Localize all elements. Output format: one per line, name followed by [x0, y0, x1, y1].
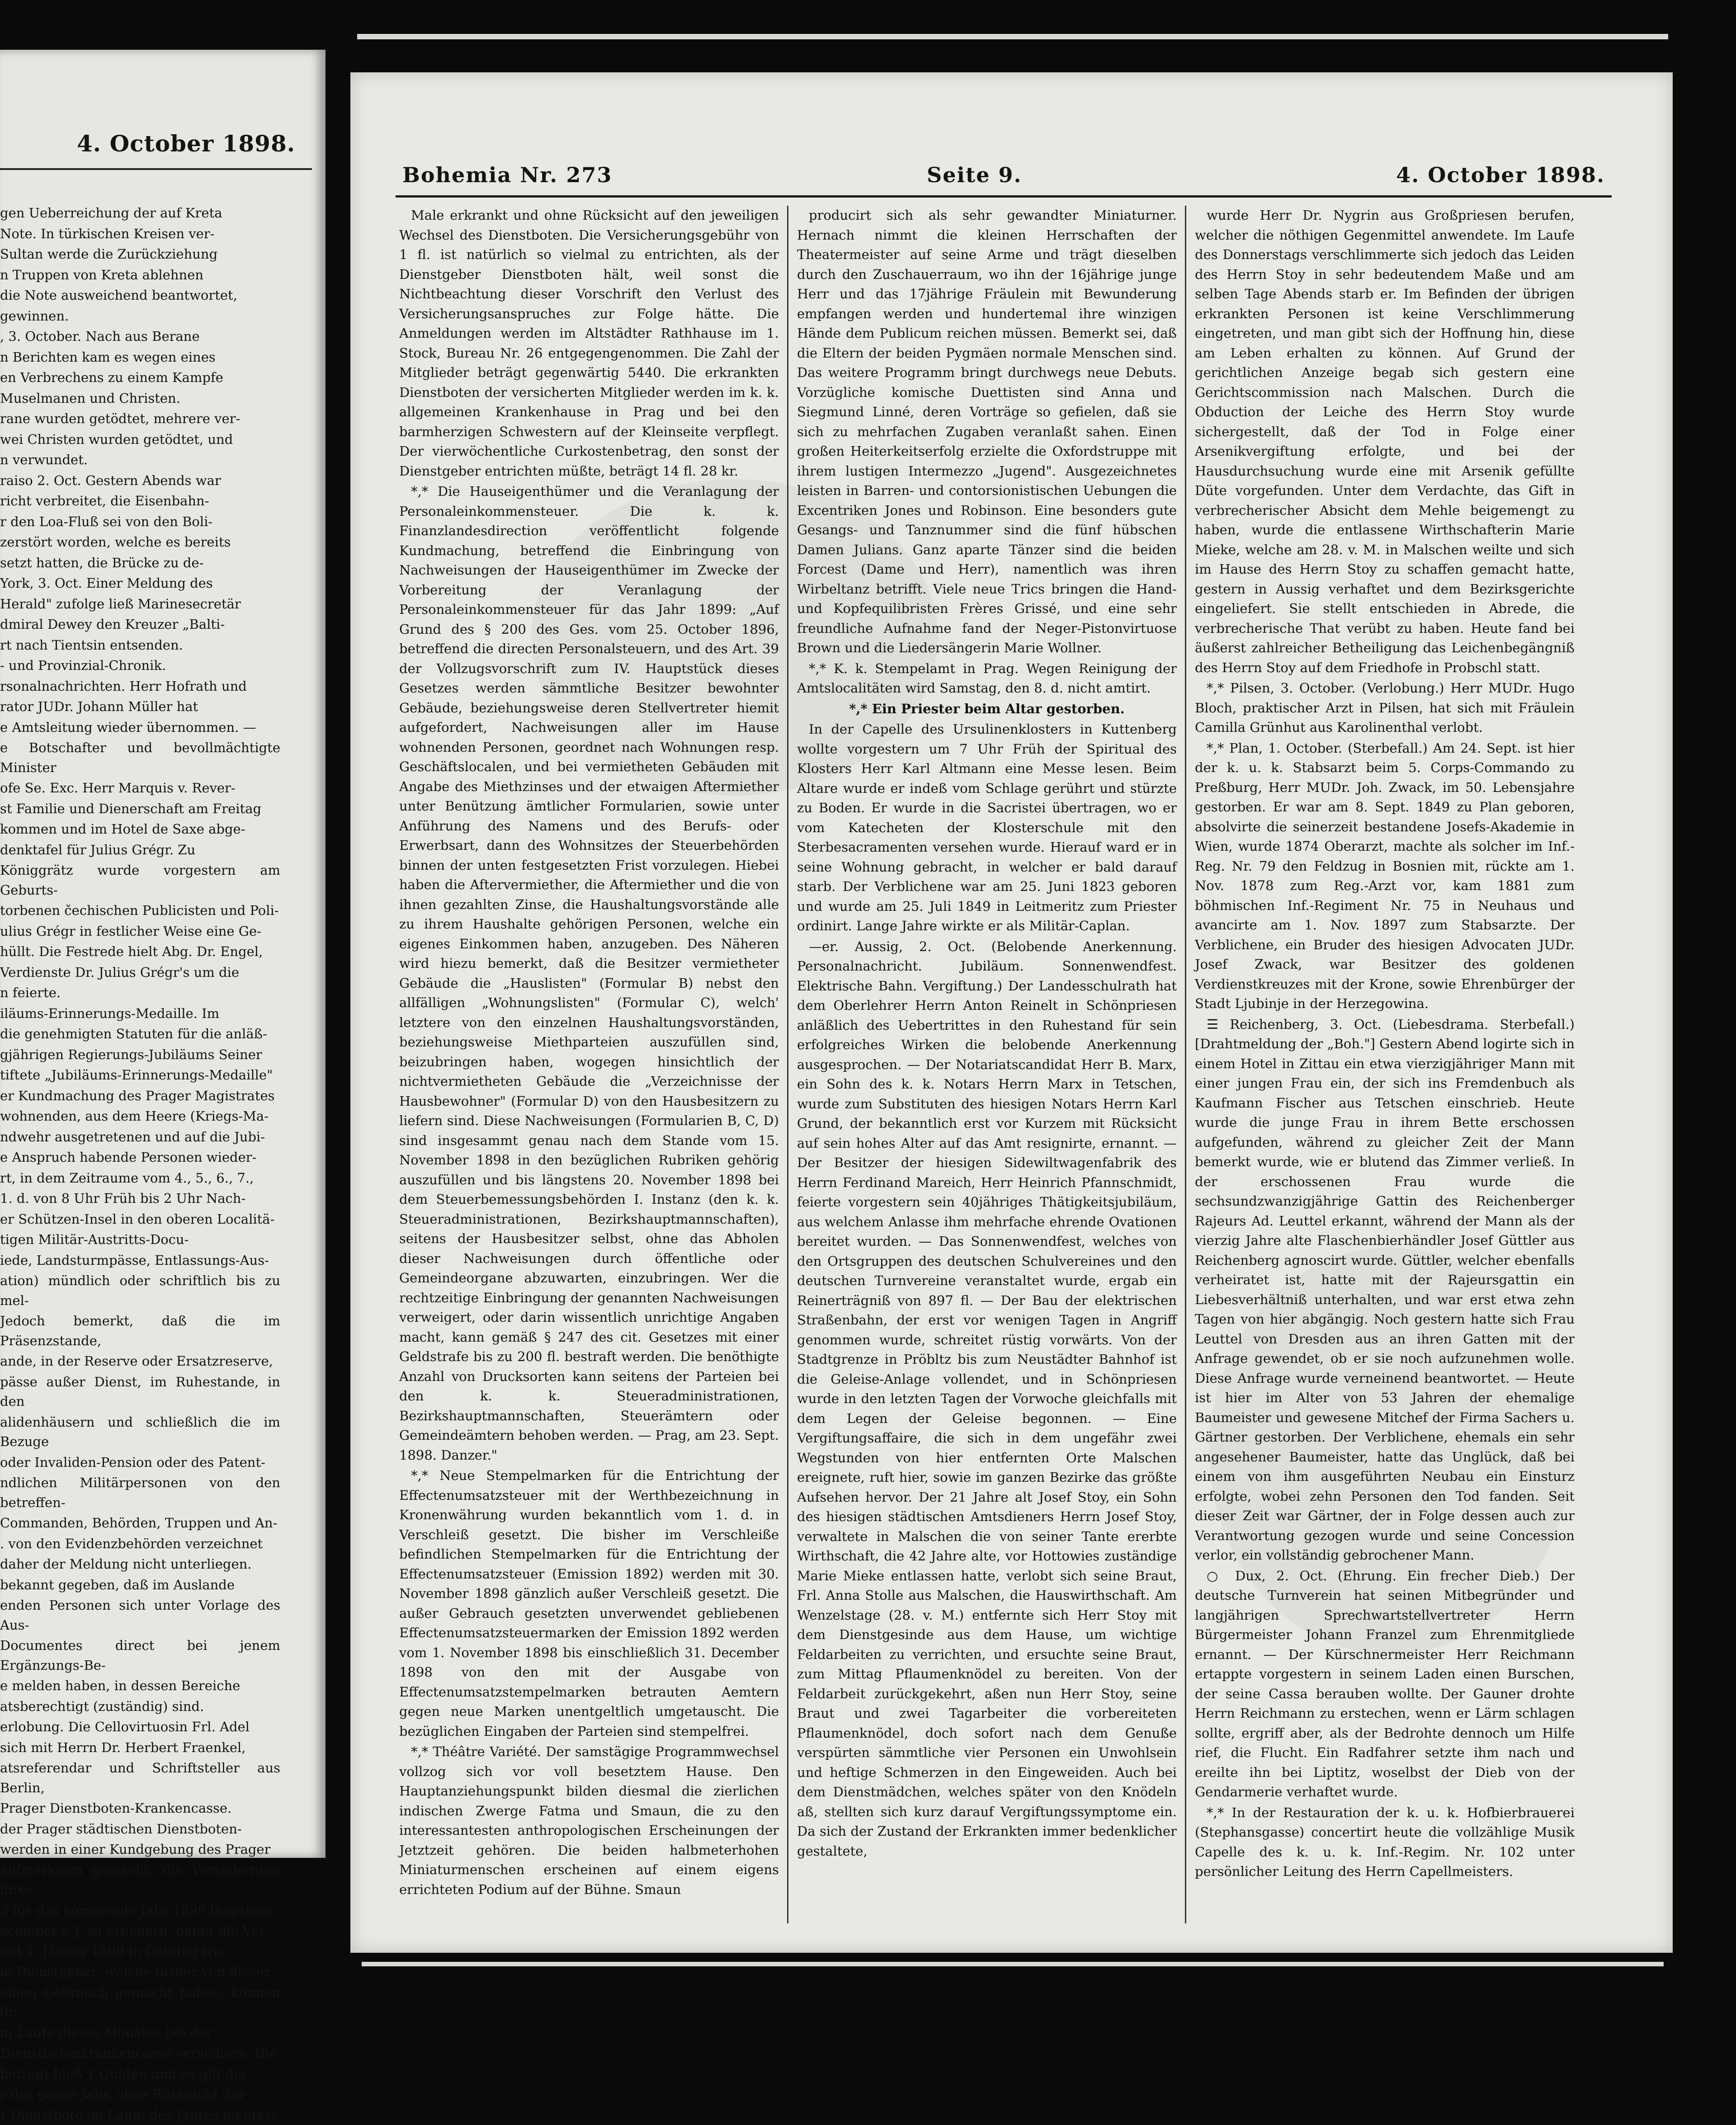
left-page-line: ande, in der Reserve oder Ersatzreserve, [0, 1352, 280, 1371]
left-page-line: werden in einer Kundgebung des Prager [0, 1840, 280, 1860]
left-page-line: enden Personen sich unter Vorlage des Aus- [0, 1596, 280, 1635]
article-paragraph: *,* Ein Priester beim Altar gestorben. [797, 699, 1177, 719]
left-page-line: rator JUDr. Johann Müller hat [0, 697, 280, 717]
article-paragraph: *,* Neue Stempelmarken für die Entrichtung der Effectenumsatzsteuer mit der Werthbezeichnung in Kronenwährung wurden bekanntlich vom 1. d. in Verschleiß gesetzt. Die bisher im Verschleiße befindlichen Stempelmarken für die Entrichtung der Effectenumsatzsteuer (Emission 1892) werden mit 30. November 1898 gänzlich außer Verschleiß gesetzt. Die außer Gebrauch gesetzten unverwendet gebliebenen Effectenumsatzsteuermarken der Emission 1892 werden vom 1. November 1898 bis einschließlich 31. December 1898 von den mit der Ausgabe von Effectenumsatzstempelmarken betrauten Aemtern gegen neue Marken unentgeltlich umgetauscht. Die bezüglichen Eingaben der Parteien sind stempelfrei. [399, 1466, 779, 1741]
left-page-line: e Botschafter und bevollmächtigte Minister [0, 738, 280, 777]
left-page-line: iläums-Erinnerungs-Medaille. Im [0, 1004, 280, 1024]
page-header [402, 163, 1605, 194]
left-page-line: m Laufe dieses Monates bei der [0, 2023, 280, 2043]
article-paragraph: wurde Herr Dr. Nygrin aus Großpriesen berufen, welcher die nöthigen Gegenmittel anwendete. Im Laufe des Donnerstags verschlimmerte sich jedoch das Leiden des Herrn Stoy in sehr bedeutendem Maße und am selben Tage Abends starb er. Im Befinden der übrigen erkrankten Personen ist keine Verschlimmerung eingetreten, und man gibt sich der Hoffnung hin, diese am Leben erhalten zu können. Auf Grund der gerichtlichen Anzeige begab sich gestern eine Gerichtscommission nach Malschen. Durch die Obduction der Leiche des Herrn Stoy wurde sichergestellt, daß der Tod in Folge einer Arsenikvergiftung erfolgte, und bei der Hausdurchsuchung wurde eine mit Arsenik gefüllte Düte vorgefunden. Unter dem Verdachte, das Gift in verbrecherischer Absicht dem Mehle beigemengt zu haben, wurde die entlassene Wirthschafterin Marie Mieke, welche am 28. v. M. in Malschen weilte und sich im Hause des Herrn Stoy zu schaffen gemacht hatte, gestern in Aussig verhaftet und dem Bezirksgerichte eingeliefert. Sie stellt entschieden in Abrede, die verbrecherische That verübt zu haben. Heute fand bei äußerst zahlreicher Betheiligung das Leichenbegängniß des Herrn Stoy auf dem Friedhofe in Probschl statt. [1195, 206, 1575, 678]
paper-title: Bohemia Nr. 273 [402, 163, 612, 187]
left-page-line: ndlichen Militärpersonen von den betreffen- [0, 1473, 280, 1512]
article-column-3 [1195, 206, 1575, 1932]
left-page-line: daher der Meldung nicht unterliegen. [0, 1555, 280, 1574]
left-page-line: - und Provinzial-Chronik. [0, 656, 280, 676]
article-paragraph: *,* Pilsen, 3. October. (Verlobung.) Herr MUDr. Hugo Bloch, praktischer Arzt in Pilsen, hat sich mit Fräulein Camilla Grünhut aus Karolinenthal verlobt. [1195, 678, 1575, 738]
left-page-line: Commanden, Behörden, Truppen und An- [0, 1513, 280, 1533]
left-page-line: beträgt bloß 1 Gulden und es gilt die [0, 2064, 280, 2084]
left-page-line: zerstört worden, welche es bereits [0, 532, 280, 552]
left-page-line: ie Dienstgeber, welche bisher von dieser [0, 1962, 280, 1982]
left-page-rule [0, 168, 312, 170]
column-divider [787, 206, 788, 1923]
article-column-2 [797, 206, 1177, 1932]
left-page-line: rsonalnachrichten. Herr Hofrath und [0, 677, 280, 697]
left-page-line: n feierte. [0, 983, 280, 1003]
left-page-line: denktafel für Julius Grégr. Zu [0, 840, 280, 860]
left-page-line: richt verbreitet, die Eisenbahn- [0, 491, 280, 511]
left-page-line: aufmerksam gemacht, die Versicherung ihres [0, 1861, 280, 1900]
left-page-line: ulius Grégr in festlicher Weise eine Ge- [0, 922, 280, 942]
left-page-line: oder Invaliden-Pension oder des Patent- [0, 1453, 280, 1473]
left-page-line: einen Gebrauch gemacht haben, können ihr [0, 1983, 280, 2022]
left-page-date: 4. October 1898. [77, 130, 295, 157]
left-page-line: er Kundmachung des Prager Magistrates [0, 1086, 280, 1106]
article-paragraph: —er. Aussig, 2. Oct. (Belobende Anerkennung. Personalnachricht. Jubiläum. Sonnenwendfest. Elektrische Bahn. Vergiftung.) Der Landesschulrath hat dem Oberlehrer Herrn Anton Reinelt in Schönpriesen anläßlich des Uebertrittes in den Ruhestand für sein erfolgreiches Wirken die belobende Anerkennung ausgesprochen. — Der Notariatscandidat Herr B. Marx, ein Sohn des k. k. Notars Herrn Marx in Tetschen, wurde zum Substituten des hiesigen Notars Herrn Karl Grund, der bekanntlich erst vor Kurzem mit Rücksicht auf sein hohes Alter auf das Amt resignirte, ernannt. — Der Besitzer der hiesigen Sidewiltwagenfabrik des Herrn Ferdinand Mareich, Herr Heinrich Pfannschmidt, feierte vorgestern sein 40jähriges Thätigkeitsjubiläum, aus welchem Anlasse ihm mehrfache ehrende Ovationen bereitet wurden. — Das Sonnenwendfest, welches von den Ortsgruppen des deutschen Schulvereines und den deutschen Turnvereine veranstaltet wurde, ergab ein Reinerträgniß von 897 fl. — Der Bau der elektrischen Straßenbahn, der erst vor wenigen Tagen in Angriff genommen wurde, schreitet rüstig vorwärts. Von der Stadtgrenze in Pröbltz bis zum Neustädter Bahnhof ist die Geleise-Anlage vollendet, und in Schönpriesen wurde in den letzten Tagen der Vorwoche gleichfalls mit dem Legen der Geleise begonnen. — Eine Vergiftungsaffaire, die sich in dem ungefähr zwei Wegstunden von hier entfernten Orte Malschen ereignete, ruft hier, sowie im ganzen Bezirke das größte Aufsehen hervor. Der 21 Jahre alt Josef Stoy, ein Sohn des hiesigen städtischen Amtsdieners Herrn Josef Stoy, verwaltete in Malschen die von seiner Tante ererbte Wirthschaft, die 42 Jahre alte, vor Hottowies zuständige Marie Mieke entlassen hatte, verlobt sich seine Braut, Frl. Anna Stolle aus Malschen, die Hauswirthschaft. Am Wenzelstage (28. v. M.) entfernte sich Herr Stoy mit dem Dienstgesinde aus dem Hause, um wichtige Feldarbeiten zu verrichten, und ersuchte seine Braut, zum Mittag Pflaumenknödel zu bereiten. Von der Feldarbeit zurückgekehrt, aßen nun Herr Stoy, seine Braut und zwei Tagarbeiter die vorbereiteten Pflaumenknödel, doch sofort nach dem Genuße verspürten sämmtliche vier Personen ein Unwohlsein und heftige Schmerzen in den Eingeweiden. Auch bei dem Dienstmädchen, welches später von den Knödeln aß, stellten sich kurz darauf Vergiftungssymptome ein. Da sich der Zustand der Erkrankten immer bedenklicher gestaltete, [797, 937, 1177, 1861]
article-paragraph: *,* In der Restauration der k. u. k. Hofbierbrauerei (Stephansgasse) concertirt heute die vollzählige Musik Capelle des k. u. k. Inf.-Regim. Nr. 102 unter persönlicher Leitung des Herrn Capellmeisters. [1195, 1803, 1575, 1882]
previous-page [0, 50, 326, 1858]
left-page-line: mit 1. Jänner 1899 in Geltung tre- [0, 1942, 280, 1962]
left-page-line: sich mit Herrn Dr. Herbert Fraenkel, [0, 1738, 280, 1758]
article-paragraph: *,* Théâtre Variété. Der samstägige Programmwechsel vollzog sich vor voll besetztem Hause. Den Hauptanziehungspunkt bilden diesmal die zierlichen indischen Zwerge Fatma und Smaun, die zu den interessantesten anthropologischen Erscheinungen der Jetztzeit gehören. Die beiden halbmeterhohen Miniaturmenschen erscheinen auf einem eigens errichteten Podium auf der Bühne. Smaun [399, 1742, 779, 1899]
left-page-line: Königgrätz wurde vorgestern am Geburts- [0, 861, 280, 900]
left-page-line: 1. d. von 8 Uhr Früh bis 2 Uhr Nach- [0, 1189, 280, 1209]
left-page-line: Prager Dienstboten-Krankencasse. [0, 1799, 280, 1819]
left-page-line: Jedoch bemerkt, daß die im Präsenzstande, [0, 1311, 280, 1351]
left-page-line: alidenhäusern und schließlich die im Bezuge [0, 1413, 280, 1452]
left-page-line: er Schützen-Insel in den oberen Localitä- [0, 1210, 280, 1230]
left-page-line: gen Ueberreichung der auf Kreta [0, 203, 280, 223]
article-paragraph: ☰ Reichenberg, 3. Oct. (Liebesdrama. Sterbefall.) [Drahtmeldung der „Boh."] Gestern Abend logirte sich in einem Hotel in Zittau ein etwa vierzigjähriger Mann mit einer jungen Frau ein, der sich ins Fremdenbuch als Kaufmann Fischer aus Tetschen einschrieb. Heute wurde die junge Frau in ihrem Bette erschossen aufgefunden, während zu gleicher Zeit der Mann bemerkt wurde, wie er blutend das Zimmer verließ. In der erschossenen Frau wurde die sechsundzwanzigjährige Gattin des Reichenberger Rajeurs Ad. Leuttel erkannt, während der Mann als der vierzig Jahre alte Flaschenbierhändler Josef Güttler aus Reichenberg agnoscirt wurde. Güttler, welcher ebenfalls verheiratet ist, hatte mit der Rajeursgattin ein Liebesverhältniß unterhalten, und war erst etwa zehn Tagen von hier abgängig. Noch gestern hatte sich Frau Leuttel von Dresden aus an ihren Gatten mit der Anfrage gewendet, ob er sie noch aufzunehmen wolle. Diese Anfrage wurde verneinend beantwortet. — Heute ist hier im Alter von 53 Jahren der ehemalige Baumeister und gewesene Mitchef der Firma Sachers u. Gärtner gestorben. Der Verblichene, ehemals ein sehr angesehener Baumeister, hatte das Unglück, daß bei einem von ihm ausgeführten Neubau ein Einsturz erfolgte, wobei zehn Personen den Tod fanden. Seit dieser Zeit war Gärtner, der in Folge dessen auch zur Verantwortung gezogen wurde und seine Concession verlor, ein vollständig gebrochener Mann. [1195, 1015, 1575, 1565]
page-number: Seite 9. [927, 163, 1022, 187]
left-page-line: r das ganze Jahr, ohne Rücksicht dar- [0, 2085, 280, 2105]
left-page-line: tigen Militär-Austritts-Docu- [0, 1230, 280, 1250]
left-page-line: , 3. October. Nach aus Berane [0, 327, 280, 347]
left-page-line: n Truppen von Kreta ablehnen [0, 265, 280, 285]
left-page-line: atsreferendar und Schriftsteller aus Berlin, [0, 1758, 280, 1798]
left-page-line: erlobung. Die Cellovirtuosin Frl. Adel [0, 1717, 280, 1737]
left-page-line: tiftete „Jubiläums-Erinnerungs-Medaille" [0, 1065, 280, 1085]
article-paragraph: Male erkrankt und ohne Rücksicht auf den jeweiligen Wechsel des Dienstboten. Die Versicherungsgebühr von 1 fl. ist natürlich so vielmal zu entrichten, als der Dienstgeber Dienstboten hält, weil sonst die Nichtbeachtung dieser Vorschrift den Verlust des Versicherungsanspruches zur Folge hätte. Die Anmeldungen werden im Altstädter Rathhause im 1. Stock, Bureau Nr. 26 entgegengenommen. Die Zahl der Mitglieder beträgt gegenwärtig 5440. Die erkrankten Dienstboten der versicherten Mitglieder werden im k. k. allgemeinen Krankenhause in Prag und bei den barmherzigen Schwestern auf der Kleinseite verpflegt. Der vierwöchentliche Curkostenbetrag, den sonst der Dienstgeber entrichten müßte, beträgt 14 fl. 28 kr. [399, 206, 779, 481]
left-page-line: pässe außer Dienst, im Ruhestande, in den [0, 1372, 280, 1412]
left-page-column [0, 203, 280, 1885]
left-page-line: st Familie und Dienerschaft am Freitag [0, 799, 280, 819]
left-page-line: en Verbrechens zu einem Kampfe [0, 368, 280, 388]
left-page-line: Sultan werde die Zurückziehung [0, 245, 280, 264]
left-page-line: Documentes direct bei jenem Ergänzungs-Be- [0, 1636, 280, 1675]
left-page-line: gewinnen. [0, 306, 280, 326]
left-page-line: raiso 2. Oct. Gestern Abends war [0, 471, 280, 491]
left-page-line: der Prager städtischen Dienstboten- [0, 1819, 280, 1839]
left-page-line: torbenen čechischen Publicisten und Poli- [0, 901, 280, 921]
left-page-line: e melden haben, in dessen Bereiche [0, 1676, 280, 1696]
left-page-line: . von den Evidenzbehörden verzeichnet [0, 1534, 280, 1554]
article-paragraph: producirt sich als sehr gewandter Miniaturner. Hernach nimmt die kleinen Herrschaften der Theatermeister auf seine Arme und trägt dieselben durch den Zuschauerraum, wo ihn der 16jährige junge Herr und das 17jährige Fräulein mit Bewunderung empfangen werden und hundertemal ihre winzigen Hände dem Publicum reichen müssen. Bemerkt sei, daß die Eltern der beiden Pygmäen normale Menschen sind. Das weitere Programm bringt durchwegs neue Debuts. Vorzügliche komische Duettisten sind Anna und Siegmund Linné, deren Vorträge so gefielen, daß sie sich zu mehrfachen Zugaben veranlaßt sahen. Einen großen Heiterkeitserfolg erzielte die Oxfordstruppe mit ihrem lustigen Intermezzo „Jugend". Ausgezeichnetes leisten in Barren- und contorsionistischen Uebungen die Excentriken Jones und Robinson. Eine besonders gute Gesangs- und Tanznummer sind die fünf hübschen Damen Julians. Ganz aparte Tänzer sind die beiden Forcest (Dame und Herr), namentlich was ihren Wirbeltanz betrifft. Viele neue Trics bringen die Hand- und Kopfequilibristen Frères Grissé, und eine sehr freundliche Aufnahme fand der Neger-Pistonvirtuose Brown und die Liedersängerin Marie Wollner. [797, 206, 1177, 658]
left-page-line: r den Loa-Fluß sei von den Boli- [0, 512, 280, 532]
left-page-line: iede, Landsturmpässe, Entlassungs-Aus- [0, 1251, 280, 1271]
scan-edge-top [357, 34, 1668, 39]
column-divider [1185, 206, 1186, 1923]
left-page-line: York, 3. Oct. Einer Meldung des [0, 574, 280, 594]
left-page-line: Note. In türkischen Kreisen ver- [0, 224, 280, 244]
left-page-line: dmiral Dewey den Kreuzer „Balti- [0, 615, 280, 635]
article-column-1 [399, 206, 779, 1932]
left-page-line: gjährigen Regierungs-Jubiläums Seiner [0, 1045, 280, 1065]
article-paragraph: *,* Plan, 1. October. (Sterbefall.) Am 24. Sept. ist hier der k. u. k. Stabsarzt beim 5. Corps-Commando zu Preßburg, Herr MUDr. Joh. Zwack, im 50. Lebensjahre gestorben. Er war am 8. Sept. 1849 zu Plan geboren, absolvirte die seinerzeit bestandene Josefs-Akademie in Wien, wurde 1874 Oberarzt, machte als solcher im Inf.-Reg. Nr. 79 den Feldzug in Bosnien mit, rückte am 1. Nov. 1878 zum Reg.-Arzt vor, kam 1881 zum böhmischen Inf.-Regiment Nr. 75 in Neuhaus und avancirte am 1. Nov. 1897 zum Stabsarzte. Der Verblichene, ein Bruder des hiesigen Advocaten JUDr. Josef Zwack, war Besitzer des goldenen Verdienstkreuzes mit der Krone, sowie Ehrenbürger der Stadt Ljubinje in der Herzegowina. [1195, 739, 1575, 1014]
left-page-line: die Note ausweichend beantwortet, [0, 286, 280, 306]
issue-date: 4. October 1898. [1396, 163, 1605, 187]
left-page-line: atsberechtigt (zuständig) sind. [0, 1697, 280, 1717]
left-page-line: e Amtsleitung wieder übernommen. — [0, 718, 280, 738]
left-page-line: wohnenden, aus dem Heere (Kriegs-Ma- [0, 1107, 280, 1126]
left-page-line: rane wurden getödtet, mehrere ver- [0, 409, 280, 429]
left-page-line: Verdienste Dr. Julius Grégr's um die [0, 963, 280, 983]
left-page-line: hüllt. Die Festrede hielt Abg. Dr. Engel, [0, 942, 280, 962]
left-page-line: Dienstbotenkrankencasse versichern. Die [0, 2044, 280, 2064]
left-page-line: Herald" zufolge ließ Marinesecretär [0, 594, 280, 614]
left-page-line: Muselmanen und Christen. [0, 389, 280, 409]
left-page-line: ndwehr ausgetretenen und auf die Jubi- [0, 1127, 280, 1147]
scan-edge-bottom [362, 1962, 1664, 1966]
left-page-line: r Dienstbote im Laufe des Jahres mehrere [0, 2106, 280, 2125]
left-page-line: kommen und im Hotel de Saxe abge- [0, 820, 280, 839]
left-page-line: bekannt gegeben, daß im Auslande [0, 1575, 280, 1595]
left-page-line: rt nach Tientsin entsenden. [0, 636, 280, 655]
header-rule [396, 195, 1612, 198]
left-page-line: ecember l. J. zu erneuern, damit die Ver- [0, 1921, 280, 1941]
newspaper-page [350, 72, 1673, 1953]
left-page-line: 3 für das kommende Jahr 1899 längstens [0, 1901, 280, 1921]
article-paragraph: In der Capelle des Ursulinenklosters in Kuttenberg wollte vorgestern um 7 Uhr Früh der Spiritual des Klosters Herr Karl Altmann eine Messe lesen. Beim Altare wurde er indeß vom Schlage gerührt und stürzte zu Boden. Er wurde in die Sacristei übertragen, wo er vom Katecheten der Klosterschule mit den Sterbesacramenten versehen wurde. Hierauf ward er in seine Wohnung gebracht, in welcher er bald darauf starb. Der Verblichene war am 25. Juni 1823 geboren und wurde am 25. Juli 1849 in Leitmeritz zum Priester ordinirt. Lange Jahre wirkte er als Militär-Caplan. [797, 720, 1177, 936]
article-paragraph: ○ Dux, 2. Oct. (Ehrung. Ein frecher Dieb.) Der deutsche Turnverein hat seinen Mitbegründer und langjährigen Sprechwartstellvertreter Herrn Bürgermeister Johann Franzel zum Ehrenmitgliede ernannt. — Der Kürschnermeister Herr Reichmann ertappte vorgestern in seinem Laden einen Burschen, der seine Cassa berauben wollte. Der Gauner drohte Herrn Reichmann zu erstechen, wenn er Lärm schlagen sollte, ergriff aber, als der Bedrohte dennoch um Hilfe rief, die Flucht. Ein Radfahrer setzte ihm nach und ereilte ihn bei Liptitz, woselbst der Dieb von der Gendarmerie verhaftet wurde. [1195, 1566, 1575, 1802]
left-page-line: wei Christen wurden getödtet, und [0, 430, 280, 450]
left-page-line: n Berichten kam es wegen eines [0, 348, 280, 368]
left-page-line: rt, in dem Zeitraume vom 4., 5., 6., 7., [0, 1169, 280, 1188]
left-page-line: die genehmigten Statuten für die anläß- [0, 1024, 280, 1044]
left-page-line: n verwundet. [0, 450, 280, 470]
left-page-line: ation) mündlich oder schriftlich bis zu mel- [0, 1271, 280, 1310]
left-page-line: e Anspruch habende Personen wieder- [0, 1148, 280, 1168]
left-page-line: setzt hatten, die Brücke zu de- [0, 553, 280, 573]
article-paragraph: *,* K. k. Stempelamt in Prag. Wegen Reinigung der Amtslocalitäten wird Samstag, den 8. d. nicht amtirt. [797, 659, 1177, 698]
left-page-line: ofe Se. Exc. Herr Marquis v. Rever- [0, 778, 280, 798]
article-paragraph: *,* Die Hauseigenthümer und die Veranlagung der Personaleinkommensteuer. Die k. k. Finanzlandesdirection veröffentlicht folgende Kundmachung, betreffend die Einbringung von Nachweisungen der Hauseigenthümer im Zwecke der Vorbereitung der Veranlagung der Personaleinkommensteuer für das Jahr 1899: „Auf Grund des § 200 des Ges. vom 25. October 1896, betreffend die directen Personalsteuern, und des Art. 39 der Vollzugsvorschrift zum IV. Hauptstück dieses Gesetzes werden sämmtliche Besitzer bewohnter Gebäude, beziehungsweise deren Stellvertreter hiemit aufgefordert, Nachweisungen aller im Hause wohnenden Personen, geordnet nach Wohnungen resp. Geschäftslocalen, und bei vermietheten Gebäuden mit Angabe des Miethzinses und der etwaigen Aftermiether unter Benützung ämtlicher Formularien, sowie unter Anführung des Namens und des Berufs- oder Erwerbsart, dann des Wohnsitzes der Steuerbehörden binnen der unten festgesetzten Frist vorzulegen. Hiebei haben die Aftervermiether, die Aftermiether und die von ihnen gezahlten Zinse, die Haushaltungsvorstände alle zu ihrem Haushalte gehörigen Personen, welche ein eigenes Einkommen haben, anzugeben. Des Näheren wird hiezu bemerkt, daß die Besitzer vermietheter Gebäude die „Hauslisten" (Formular B) nebst den allfälligen „Wohnungslisten" (Formular C), welch' letztere von den einzelnen Haushaltungsvorständen, beziehungsweise Miethparteien auszufüllen sind, beizubringen haben, wogegen hinsichtlich der nichtvermietheten Gebäude die „Verzeichnisse der Hausbewohner" (Formular D) von den Hausbesitzern zu liefern sind. Diese Nachweisungen (Formularien B, C, D) sind insgesammt genau nach dem Stande vom 15. November 1898 in den bezüglichen Rubriken gehörig auszufüllen und bis längstens 20. November 1898 bei dem Steuerbemessungsbehörden I. Instanz (den k. k. Steueradministrationen, Bezirkshauptmannschaften), seitens der Hausbesitzer selbst, ohne das Abholen dieser Nachweisungen durch öffentliche oder Gemeindeorgane abzuwarten, einzubringen. Wer die rechtzeitige Einbringung der genannten Nachweisungen verweigert, oder darin wissentlich unrichtige Angaben macht, kann gemäß § 247 des cit. Gesetzes mit einer Geldstrafe bis zu 200 fl. bestraft werden. Die benöthigte Anzahl von Drucksorten kann seitens der Parteien bei den k. k. Steueradministrationen, Bezirkshauptmannschaften, Steuerämtern oder Gemeindeämtern behoben werden. — Prag, am 23. Sept. 1898. Danzer." [399, 482, 779, 1465]
